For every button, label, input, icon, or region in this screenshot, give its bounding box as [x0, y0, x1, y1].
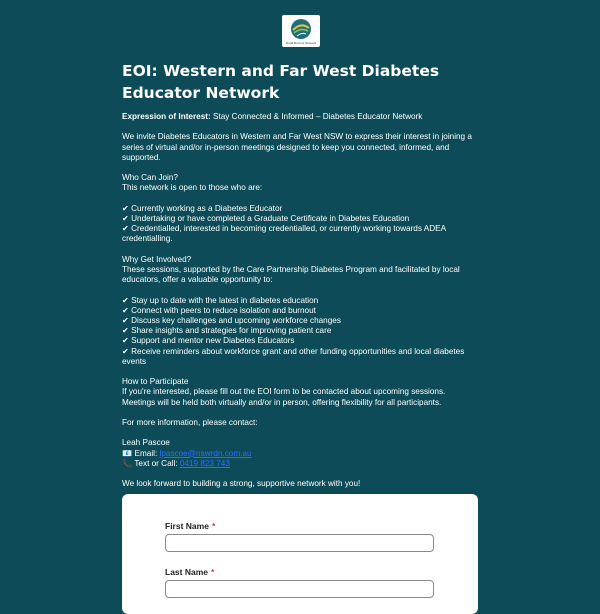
why-item: ✔ Receive reminders about workforce grant and other funding opportunities and local diabetes events — [122, 346, 465, 366]
first-name-input[interactable] — [165, 534, 434, 552]
who-item: ✔ Credentialled, interested in becoming credentialled, or currently working towards ADEA credentialling. — [122, 224, 446, 244]
eoi-form — [122, 494, 478, 614]
email-label: Email: — [132, 448, 160, 458]
why-item: ✔ Support and mentor new Diabetes Educators — [122, 336, 295, 346]
required-marker: * — [211, 521, 216, 531]
closing-text: We look forward to building a strong, supportive network with you! — [122, 479, 361, 489]
organization-logo — [282, 15, 320, 47]
logo-text: Rural Doctors Network — [285, 40, 317, 45]
email-icon: 📧 — [122, 448, 133, 458]
why-heading: Why Get Involved? — [122, 254, 192, 264]
who-lead: This network is open to those who are: — [122, 183, 263, 193]
phone-label: Text or Call: — [132, 458, 180, 468]
intro-label: Expression of Interest: — [122, 112, 211, 121]
why-item: ✔ Share insights and strategies for improving patient care — [122, 326, 332, 336]
contact-name: Leah Pascoe — [122, 438, 170, 448]
intro-text: Stay Connected & Informed – Diabetes Educator Network — [210, 112, 423, 121]
last-name-label: Last Name * — [165, 567, 215, 577]
description — [122, 112, 478, 489]
globe-logo-icon — [290, 18, 312, 40]
why-item: ✔ Stay up to date with the latest in diabetes education — [122, 295, 319, 305]
email-link[interactable]: lpascoe@nswrdn.com.au — [159, 448, 252, 458]
intro-line — [122, 112, 478, 122]
contact-email-line — [122, 449, 478, 459]
who-heading: Who Can Join? — [122, 173, 178, 183]
who-item: ✔ Undertaking or have completed a Graduate Certificate in Diabetes Education — [122, 213, 410, 223]
required-marker: * — [211, 567, 215, 577]
first-name-label: First Name * — [165, 521, 216, 531]
how-text: If you're interested, please fill out the EOI form to be contacted about upcoming sessions. Meetings will be held both virtually and/or in person, offering flexibility for all participants. — [122, 387, 446, 407]
phone-link[interactable]: 0419 823 743 — [179, 458, 230, 468]
why-item: ✔ Discuss key challenges and upcoming workforce changes — [122, 315, 341, 325]
why-item: ✔ Connect with peers to reduce isolation and burnout — [122, 305, 316, 315]
how-heading: How to Participate — [122, 377, 189, 387]
contact-phone-line — [122, 459, 478, 469]
page-title: EOI: Western and Far West Diabetes Educator Network — [122, 62, 440, 102]
why-lead: These sessions, supported by the Care Partnership Diabetes Program and facilitated by local educators, offer a valuable opportunity to: — [122, 264, 460, 285]
who-item: ✔ Currently working as a Diabetes Educator — [122, 203, 283, 213]
more-info-text: For more information, please contact: — [122, 417, 258, 427]
phone-icon: 📞 — [122, 458, 133, 468]
last-name-input[interactable] — [165, 580, 434, 598]
intro-paragraph: We invite Diabetes Educators in Western and Far West NSW to express their interest in joining a series of virtual and/or in-person meetings designed to keep you connected, informed, and supported. — [122, 132, 472, 162]
